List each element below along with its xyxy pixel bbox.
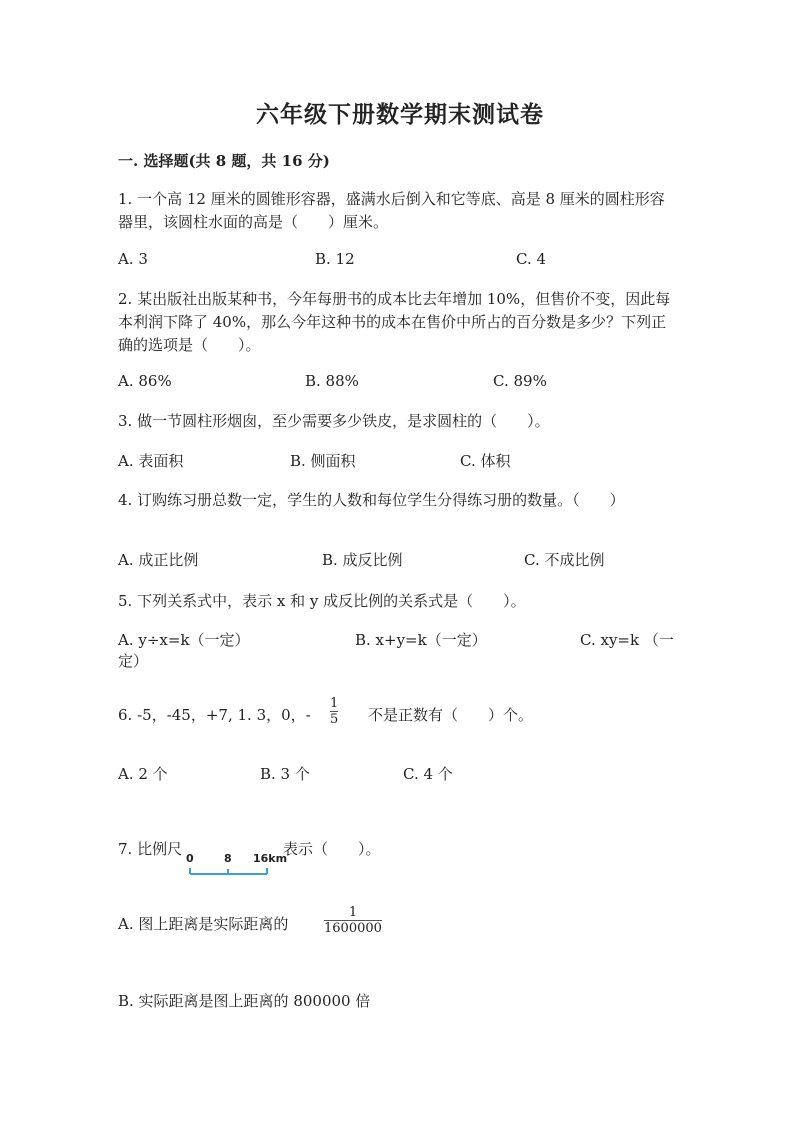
- scale-label-0: 0: [186, 852, 194, 865]
- q5-option-c-wrap: 定）: [118, 652, 149, 670]
- q5-option-a[interactable]: A. y÷x=k（一定）: [118, 631, 250, 649]
- q7-option-a[interactable]: A. 图上距离是实际距离的: [118, 915, 289, 933]
- q6-option-b[interactable]: B. 3 个: [260, 765, 310, 783]
- question-7-suffix: 表示（ ）。: [283, 840, 381, 858]
- question-4-text: 4. 订购练习册总数一定，学生的人数和每位学生分得练习册的数量。（ ）: [118, 491, 625, 509]
- scale-bar: [185, 852, 288, 878]
- scale-label-8: 8: [224, 852, 232, 865]
- q3-option-a[interactable]: A. 表面积: [118, 452, 184, 470]
- q1-option-b[interactable]: B. 12: [315, 250, 355, 268]
- q7-fraction-denominator: 1600000: [324, 921, 382, 936]
- scale-ruler: [185, 866, 275, 876]
- q3-option-b[interactable]: B. 侧面积: [290, 452, 356, 470]
- q2-option-a[interactable]: A. 86%: [118, 372, 172, 390]
- q6-option-c[interactable]: C. 4 个: [403, 765, 453, 783]
- question-3-text: 3. 做一节圆柱形烟囱，至少需要多少铁皮，是求圆柱的（ ）。: [118, 412, 550, 430]
- scale-label-16km: 16km: [253, 852, 288, 865]
- q4-option-a[interactable]: A. 成正比例: [118, 551, 199, 569]
- q4-option-b[interactable]: B. 成反比例: [322, 551, 403, 569]
- q6-fraction: [330, 696, 338, 727]
- question-5-text: 5. 下列关系式中，表示 x 和 y 成反比例的关系式是（ ）。: [118, 592, 526, 610]
- q7-option-b[interactable]: B. 实际距离是图上距离的 800000 倍: [118, 992, 371, 1010]
- q7-fraction-numerator: 1: [348, 905, 358, 920]
- section-heading: 一. 选择题(共 8 题，共 16 分): [118, 152, 330, 170]
- q1-option-a[interactable]: A. 3: [118, 250, 148, 268]
- q5-option-b[interactable]: B. x+y=k（一定）: [355, 631, 487, 649]
- q3-option-c[interactable]: C. 体积: [460, 452, 511, 470]
- question-6-suffix: 不是正数有（ ）个。: [368, 706, 534, 724]
- question-1-text: 1. 一个高 12 厘米的圆锥形容器，盛满水后倒入和它等底、高是 8 厘米的圆柱形容器里，该圆柱水面的高是（ ）厘米。: [118, 190, 665, 231]
- page-title: 六年级下册数学期末测试卷: [256, 101, 544, 128]
- q4-option-c[interactable]: C. 不成比例: [524, 551, 605, 569]
- q1-option-c[interactable]: C. 4: [516, 250, 547, 268]
- q6-fraction-numerator: 1: [330, 696, 339, 711]
- q6-option-a[interactable]: A. 2 个: [118, 765, 168, 783]
- q5-option-c[interactable]: C. xy=k （一: [580, 631, 674, 649]
- q2-option-b[interactable]: B. 88%: [305, 372, 359, 390]
- q2-option-c[interactable]: C. 89%: [493, 372, 547, 390]
- question-7-prefix: 7. 比例尺: [118, 840, 183, 858]
- q7-option-a-fraction: [324, 905, 382, 936]
- q6-fraction-denominator: 5: [330, 712, 339, 727]
- question-6-prefix: 6. -5，-45，+7, 1. 3，0，-: [118, 706, 311, 724]
- question-2-text: 2. 某出版社出版某种书，今年每册书的成本比去年增加 10%，但售价不变，因此每本利润下降了 40%，那么今年这种书的成本在售价中所占的百分数是多少？下列正确的选项是（ ）。: [118, 290, 671, 354]
